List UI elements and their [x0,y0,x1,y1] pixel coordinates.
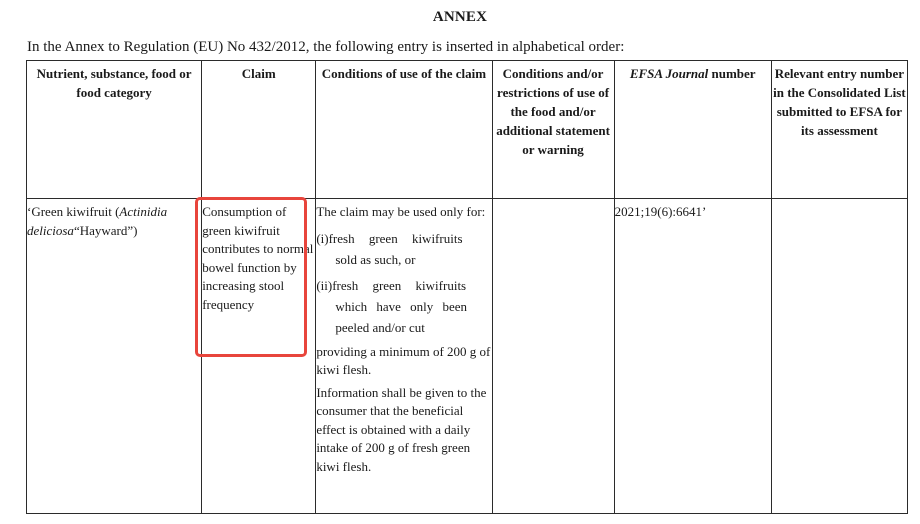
annex-intro: In the Annex to Regulation (EU) No 432/2012, the following entry is inserted in alphabetical order: [27,39,625,55]
condition-item-i [316,228,491,270]
table-row [27,199,908,514]
conditions-lead: The claim may be used only for: [316,204,486,219]
header-efsa-journal-rest: number [708,66,756,81]
conditions-information: Information shall be given to the consumer that the beneficial effect is obtained with a daily intake of 200 g of fresh green kiwi flesh. [316,384,487,474]
item-ii-text-b: which have only been [335,298,468,314]
condition-item-ii [316,275,491,338]
substance-latin-name: Actinidia deliciosa [27,204,168,238]
header-relevant-entry: Relevant entry number in the Consolidated List submitted to EFSA for its assessment [771,61,907,199]
header-efsa-journal-italic: EFSA Journal [629,66,709,81]
item-ii-text-c: peeled and/or cut [335,319,425,335]
header-conditions-of-use: Conditions of use of the claim [316,61,492,199]
item-i-text-b: sold as such, or [335,251,416,267]
header-claim: Claim [202,61,316,199]
cell-relevant-entry [771,199,907,514]
claims-table [26,60,908,514]
header-efsa-journal [614,61,771,199]
cell-substance [27,199,202,514]
item-ii-marker: (ii) [316,277,333,293]
cell-efsa-journal-number: 2021;19(6):6641’ [614,199,771,514]
substance-prefix: ‘Green kiwifruit ( [27,204,120,219]
annex-title: ANNEX [432,9,488,25]
cell-claim: Consumption of green kiwifruit contributes to normal bowel function by increasing stool frequency [202,199,316,514]
header-substance: Nutrient, substance, food or food category [27,61,202,199]
table-header-row [27,61,908,199]
header-conditions-restrictions: Conditions and/or restrictions of use of the food and/or additional statement or warning [492,61,614,199]
conditions-minimum: providing a minimum of 200 g of kiwi flesh. [316,343,491,377]
item-i-marker: (i) [316,230,329,246]
item-i-text-a: fresh green kiwifruits [328,230,463,246]
cell-conditions-restrictions [492,199,614,514]
cell-conditions-of-use [316,199,492,514]
substance-suffix: “Hayward”) [73,222,138,238]
item-ii-text-a: fresh green kiwifruits [332,277,467,293]
